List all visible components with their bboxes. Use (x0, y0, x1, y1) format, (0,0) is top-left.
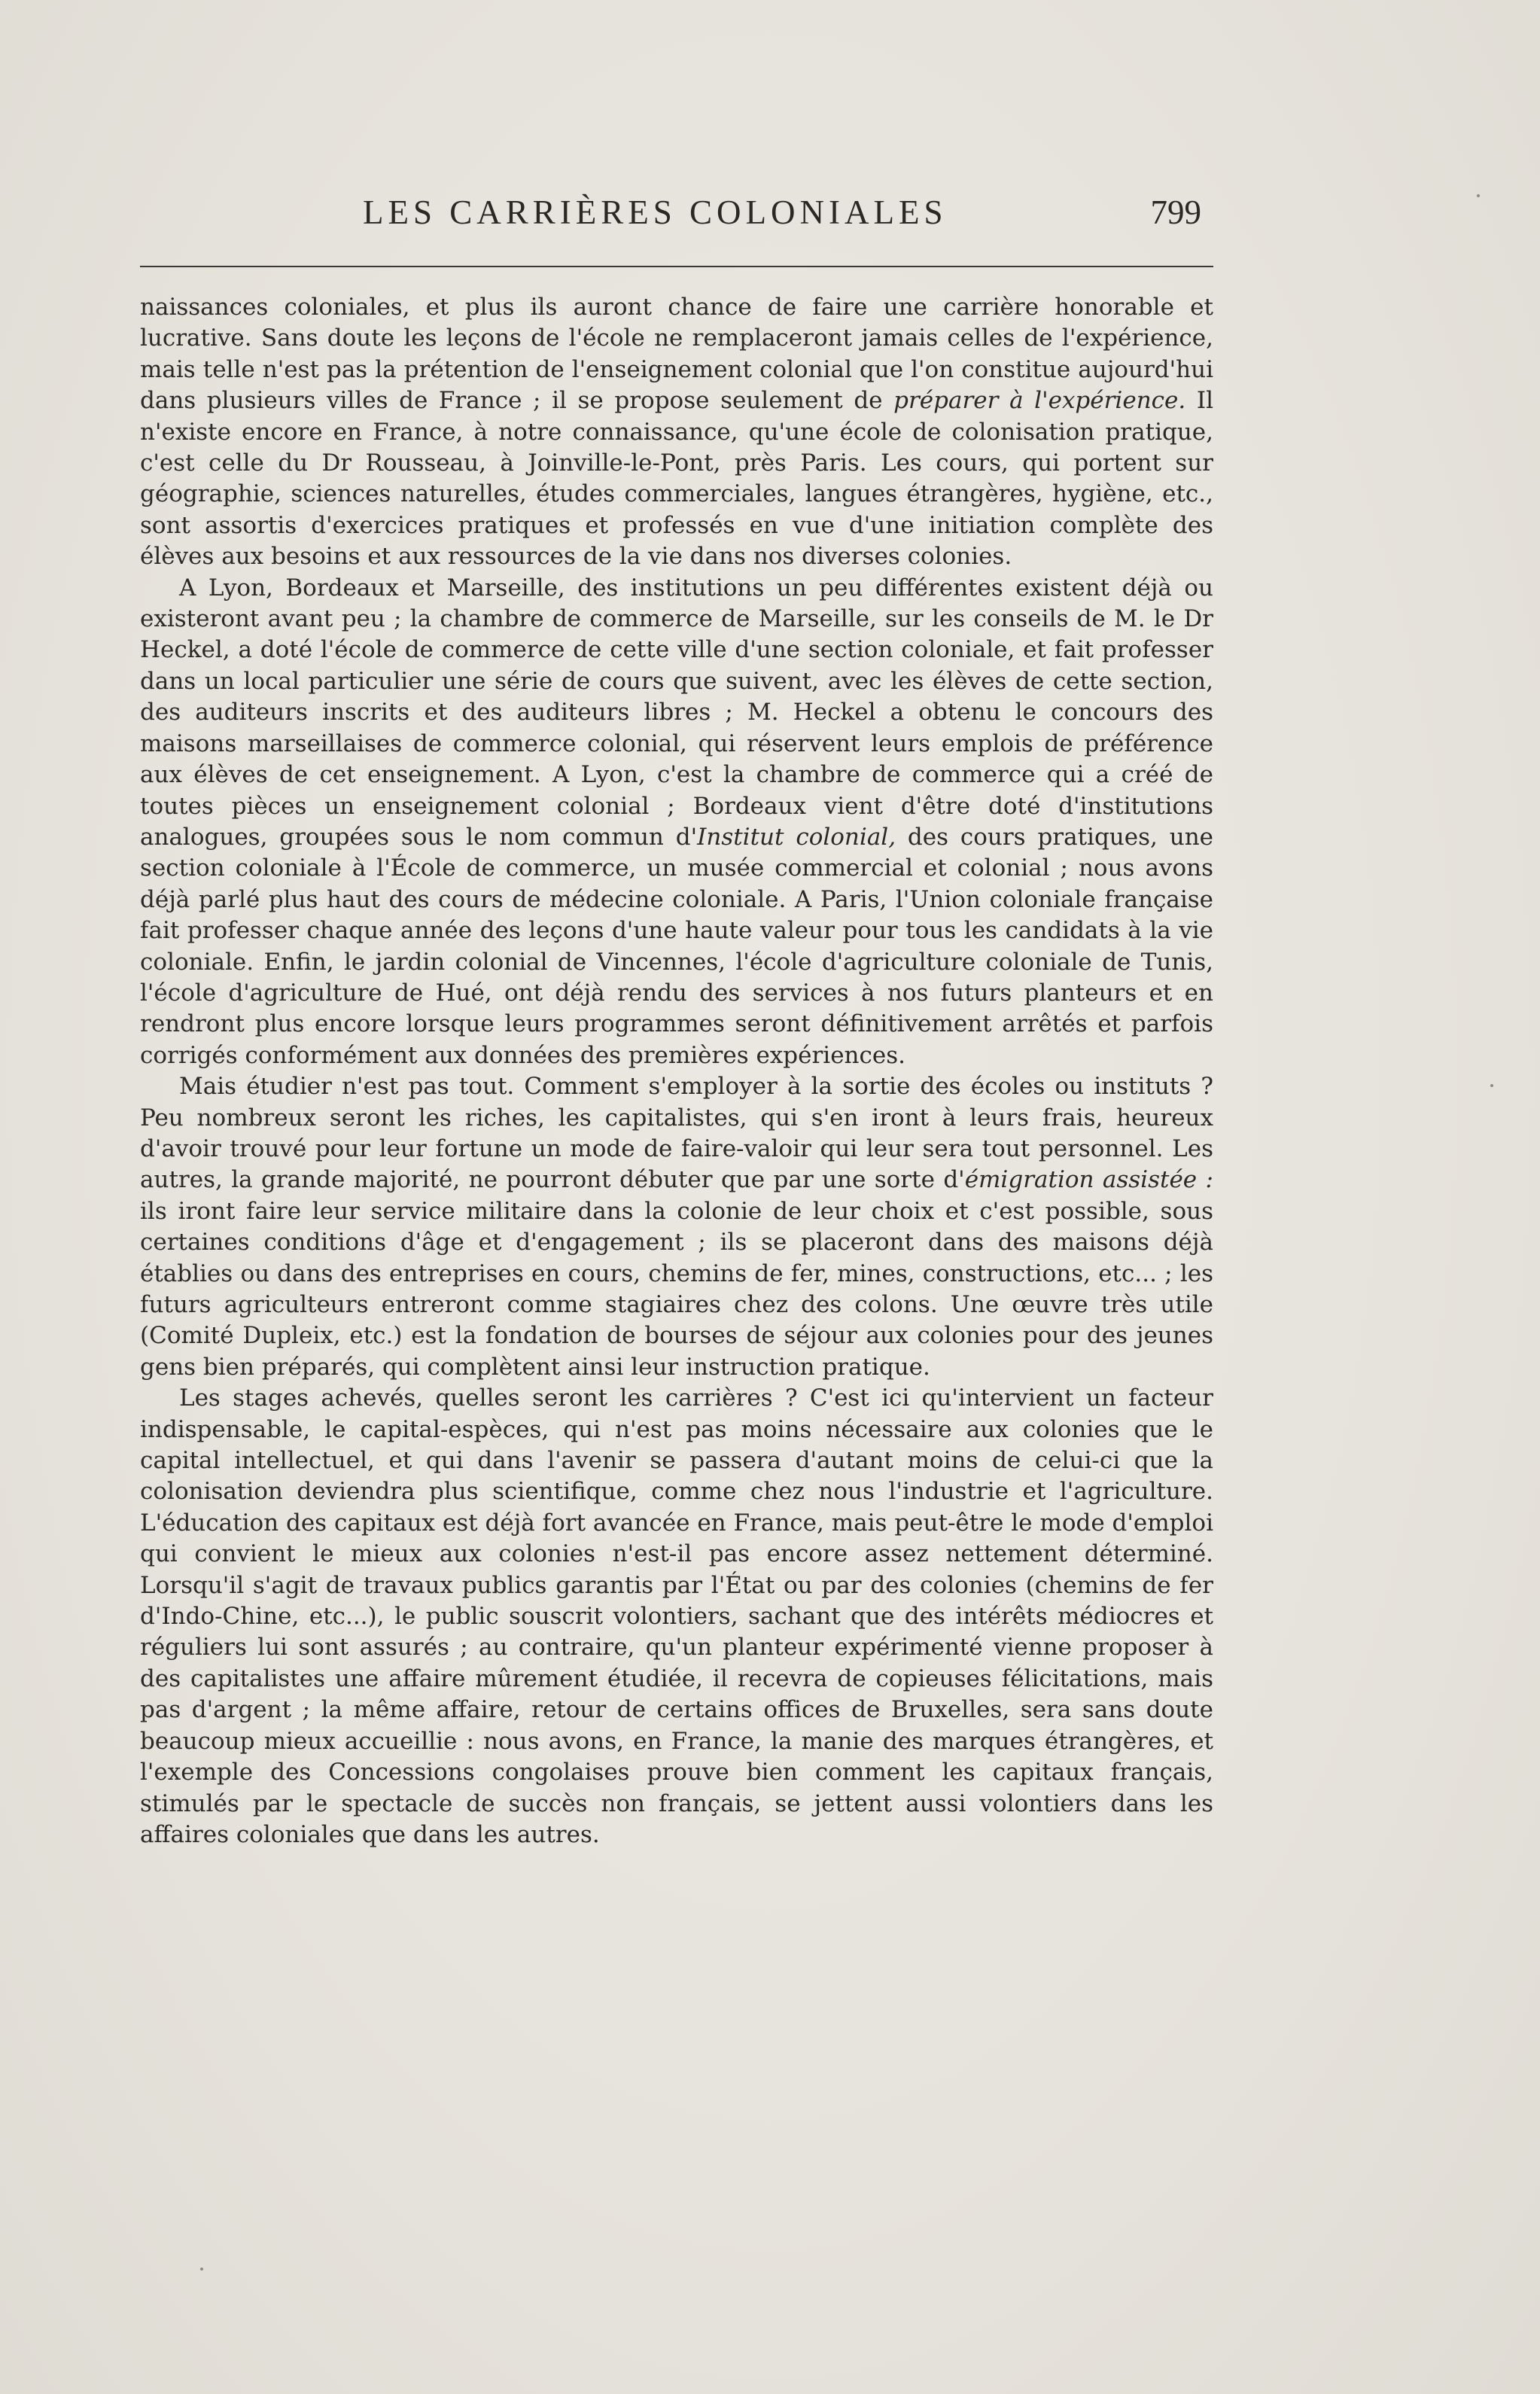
header-rule (140, 266, 1213, 267)
paragraph-4 (140, 1383, 1213, 1850)
page-number: 799 (1150, 193, 1201, 231)
italic-phrase: Institut colonial, (697, 823, 896, 851)
text-run: A Lyon, Bordeaux et Marseille, des institutions un peu différentes existent déjà ou existeront avant peu ; la chambre de commerce de Marseille, sur les conseils de M. le Dr Heckel, a doté l'école de commerce de cette ville d'une section coloniale, et fait professer dans un local particulier une série de cours que suivent, avec les élèves de cette section, des auditeurs inscrits et des auditeurs libres ; M. Heckel a obtenu le concours des maisons marseillaises de commerce colonial, qui réservent leurs emplois de préférence aux élèves de cet enseignement. A Lyon, c'est la chambre de commerce qui a créé de toutes pièces un enseignement colonial ; Bordeaux vient d'être doté d'institutions analogues, groupées sous le nom commun d' (140, 574, 1213, 851)
paper-speck (200, 2268, 203, 2271)
text-run: naissances coloniales, et plus ils auront chance de faire une carrière honorable et lucrative. Sans doute les leçons de l'école ne remplaceront jamais celles de l'expérience, mais telle n'est pas la prétention de l'enseignement colonial que l'on constitue aujourd'hui dans plusieurs villes de France ; il se propose seulement de (140, 294, 1213, 415)
paragraph-3 (140, 1071, 1213, 1383)
running-head (137, 187, 1213, 239)
italic-phrase: émigration assistée : (964, 1166, 1213, 1194)
text-run: des cours pratiques, une section coloniale à l'École de commerce, un musée commercial et colonial ; nous avons déjà parlé plus haut des cours de médecine coloniale. A Paris, l'Union coloniale française fait professer chaque année des leçons d'une haute valeur pour tous les candidats à la vie coloniale. Enfin, le jardin colonial de Vincennes, l'école d'agriculture coloniale de Tunis, l'école d'agriculture de Hué, ont déjà rendu des services à nos futurs planteurs et en rendront plus encore lorsque leurs programmes seront définitivement arrêtés et parfois corrigés conformément aux données des premières expériences. (140, 823, 1213, 1069)
paragraph-2 (140, 573, 1213, 1072)
body-text (140, 292, 1213, 1850)
italic-phrase: préparer à l'expérience. (893, 387, 1186, 415)
paper-speck (1490, 1084, 1493, 1087)
paper-speck (1477, 194, 1480, 197)
text-run: ils iront faire leur service militaire dans la colonie de leur choix et c'est possible, sous certaines conditions d'âge et d'engagement ; ils se placeront dans des maisons déjà établies ou dans des entreprises en cours, chemins de fer, mines, constructions, etc... ; les futurs agriculteurs entreront comme stagiaires chez des colons. Une œuvre très utile (Comité Dupleix, etc.) est la fondation de bourses de séjour aux colonies pour des jeunes gens bien préparés, qui complètent ainsi leur instruction pratique. (140, 1197, 1213, 1381)
paragraph-1 (140, 292, 1213, 573)
text-run: Mais étudier n'est pas tout. Comment s'employer à la sortie des écoles ou instituts ? Peu nombreux seront les riches, les capitalistes, qui s'en iront à leurs frais, heureux d'avoir trouvé pour leur fortune un mode de faire-valoir qui leur sera tout personnel. Les autres, la grande majorité, ne pourront débuter que par une sorte d' (140, 1073, 1213, 1194)
running-title: LES CARRIÈRES COLONIALES (363, 193, 948, 231)
text-run: Les stages achevés, quelles seront les carrières ? C'est ici qu'intervient un facteur indispensable, le capital-espèces, qui n'est pas moins nécessaire aux colonies que le capital intellectuel, et qui dans l'avenir se passera d'autant moins de celui-ci que la colonisation deviendra plus scientifique, comme chez nous l'industrie et l'agriculture. L'éducation des capitaux est déjà fort avancée en France, mais peut-être le mode d'emploi qui convient le mieux aux colonies n'est-il pas encore assez nettement déterminé. Lorsqu'il s'agit de travaux publics garantis par l'État ou par des colonies (chemins de fer d'Indo-Chine, etc...), le public souscrit volontiers, sachant que des intérêts médiocres et réguliers lui sont assurés ; au contraire, qu'un planteur expérimenté vienne proposer à des capitalistes une affaire mûrement étudiée, il recevra de copieuses félicitations, mais pas d'argent ; la même affaire, retour de certains offices de Bruxelles, sera sans doute beaucoup mieux accueillie : nous avons, en France, la manie des marques étrangères, et l'exemple des Concessions congolaises prouve bien comment les capitaux français, stimulés par le spectacle de succès non français, se jettent aussi volontiers dans les affaires coloniales que dans les autres. (140, 1384, 1213, 1848)
text-run: Il n'existe encore en France, à notre connaissance, qu'une école de colonisation pratique, c'est celle du Dr Rousseau, à Joinville-le-Pont, près Paris. Les cours, qui portent sur géographie, sciences naturelles, études commerciales, langues étrangères, hygiène, etc., sont assortis d'exercices pratiques et professés en vue d'une initiation complète des élèves aux besoins et aux ressources de la vie dans nos diverses colonies. (140, 387, 1214, 571)
